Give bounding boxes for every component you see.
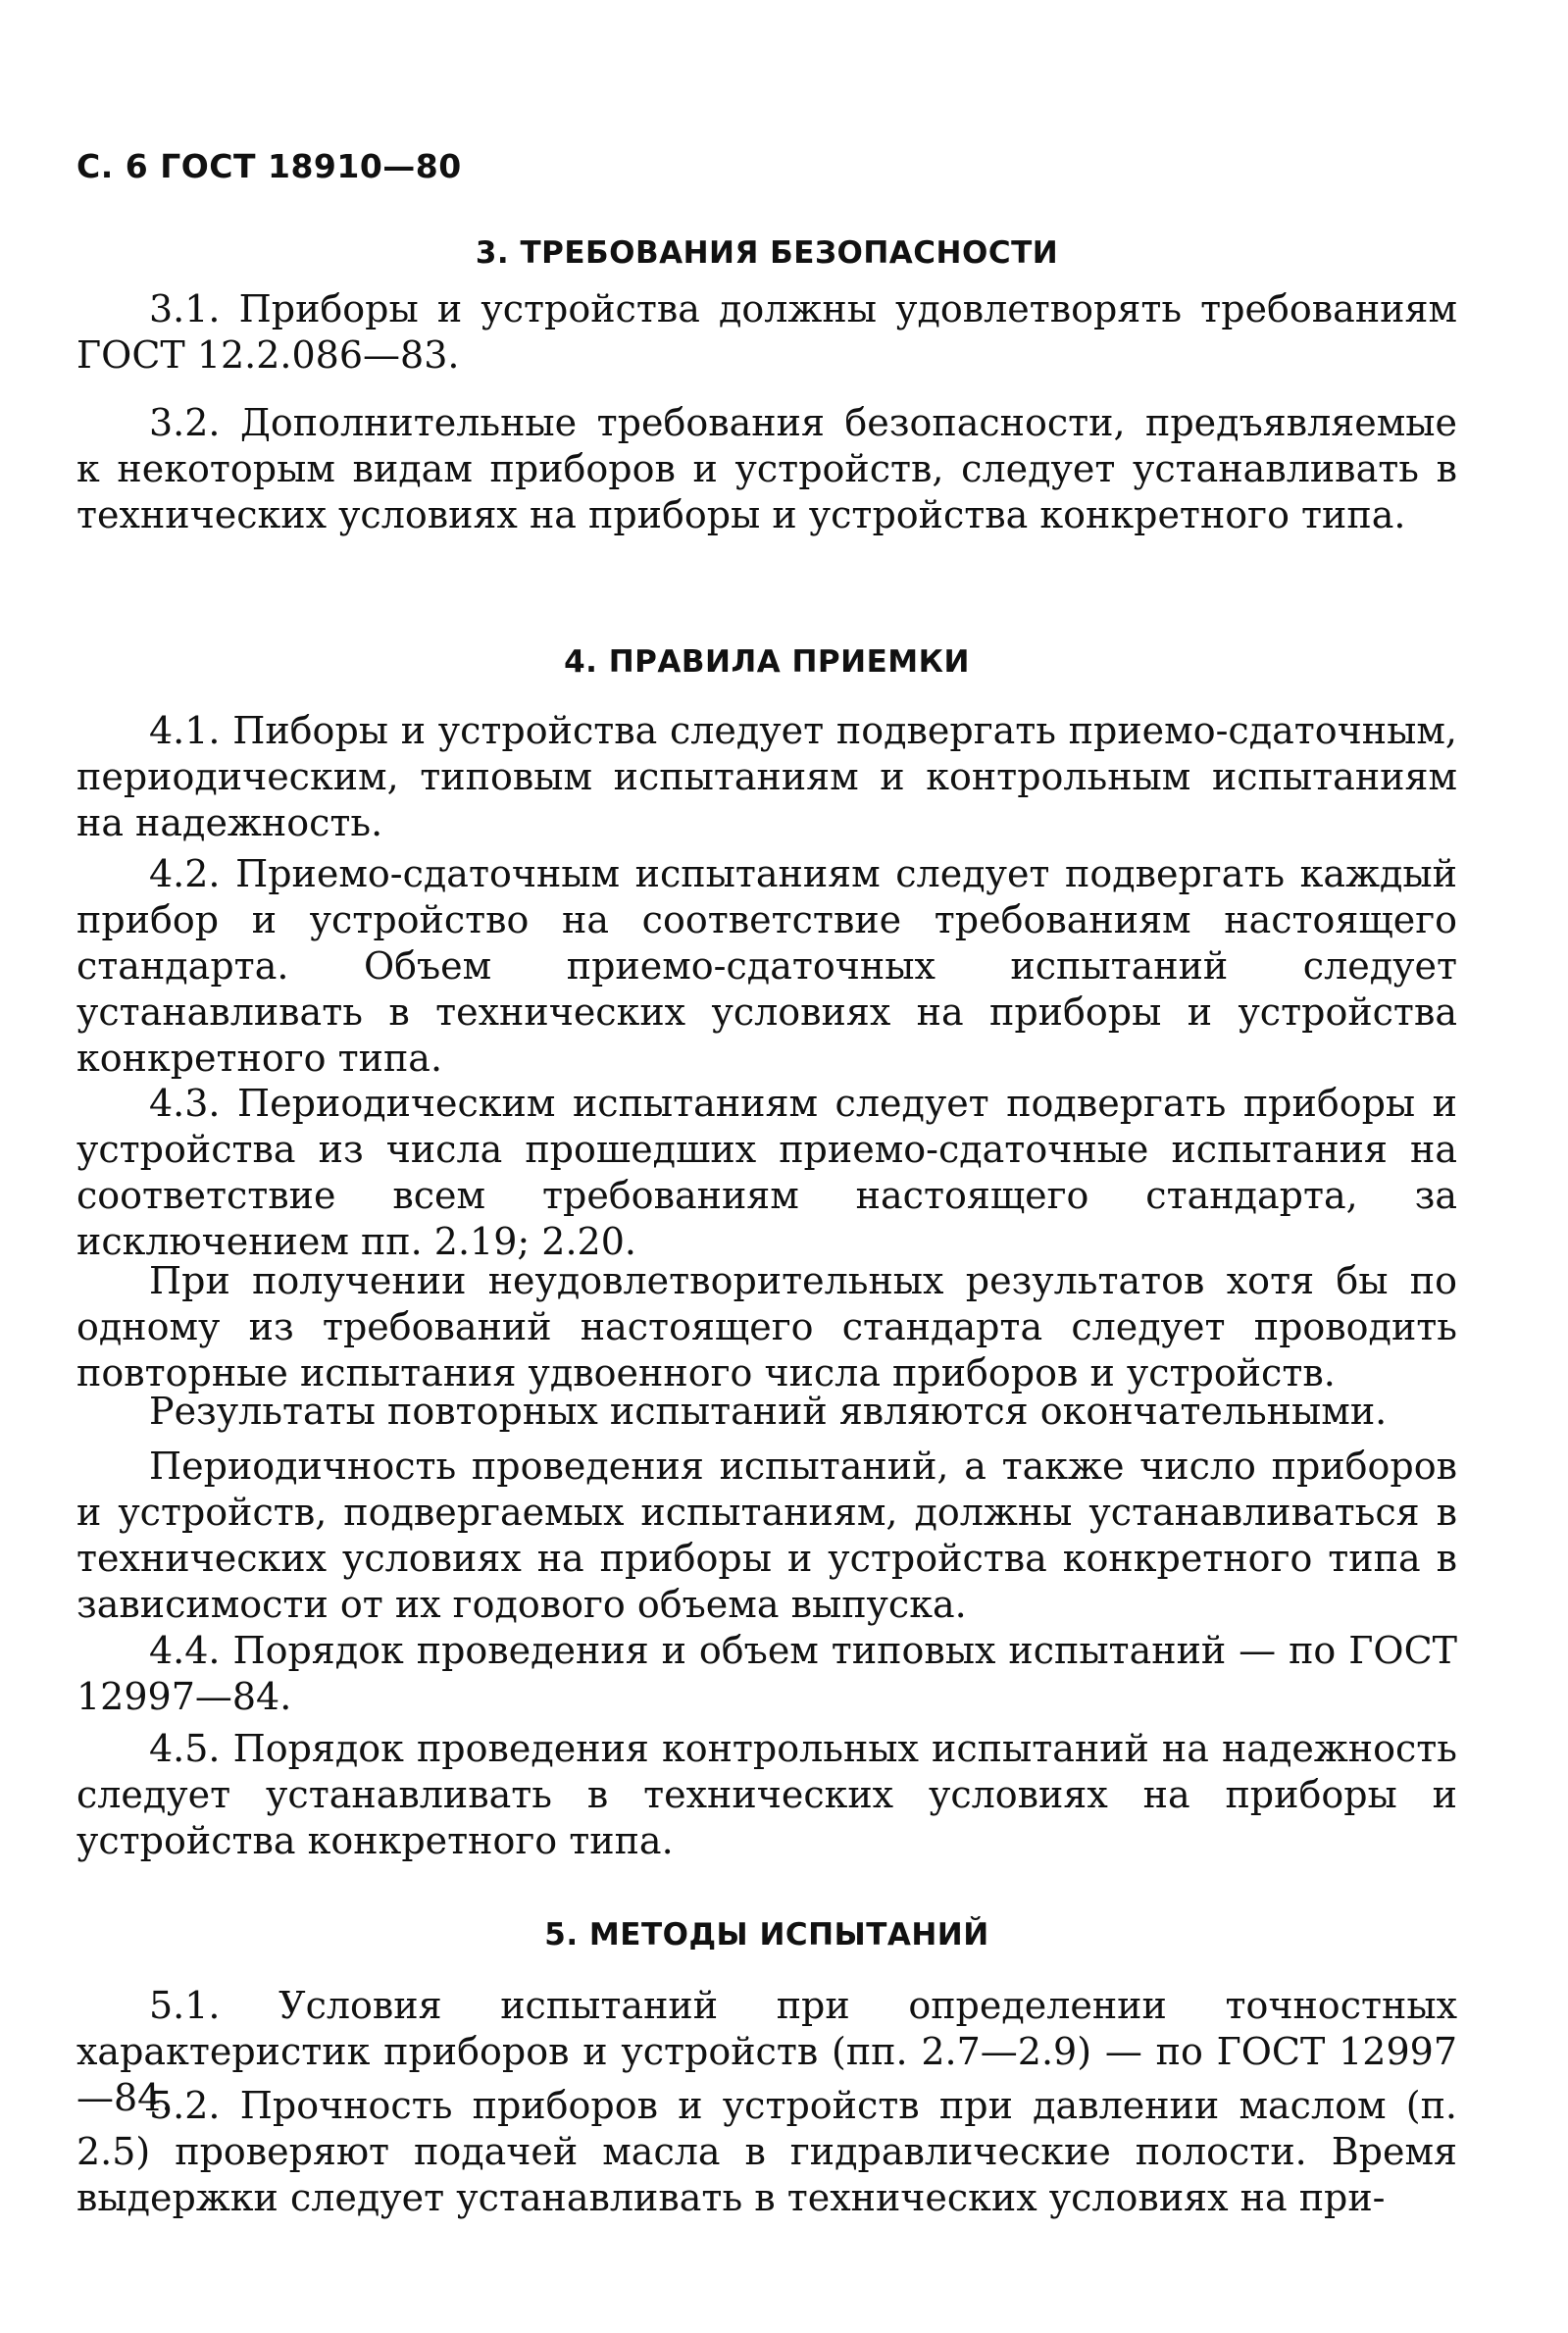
paragraph-3-2: 3.2. Дополнительные требования безопасности, предъявляемые к некоторым видам приборов и устройств, следует устанавливать в технических условиях на приборы и устройства конкретного типа. bbox=[76, 401, 1457, 536]
paragraph-4-4: 4.4. Порядок проведения и объем типовых испытаний — по ГОСТ 12997—84. bbox=[76, 1629, 1457, 1718]
section-heading-test-methods: 5. МЕТОДЫ ИСПЫТАНИЙ bbox=[544, 1917, 989, 1953]
paragraph-4-3-result: Результаты повторных испытаний являются окончательными. bbox=[149, 1390, 1388, 1433]
section-heading-safety: 3. ТРЕБОВАНИЯ БЕЗОПАСНОСТИ bbox=[475, 235, 1059, 271]
paragraph-4-5: 4.5. Порядок проведения контрольных испытаний на надежность следует устанавливать в технических условиях на приборы и устройства конкретного типа. bbox=[76, 1727, 1457, 1862]
paragraph-4-3: 4.3. Периодическим испытаниям следует подвергать приборы и устройства из числа прошедших приемо-сдаточные испытания на соответствие всем требованиям настоящего стандарта, за исключением пп. 2.19; 2.20. bbox=[76, 1082, 1457, 1263]
section-heading-acceptance: 4. ПРАВИЛА ПРИЕМКИ bbox=[564, 644, 970, 680]
paragraph-4-2: 4.2. Приемо-сдаточным испытаниям следует подвергать каждый прибор и устройство на соответствие требованиям настоящего стандарта. Объем приемо-сдаточных испытаний следует устанавливать в технических условиях на приборы и устройства конкретного типа. bbox=[76, 852, 1457, 1080]
page-header: С. 6 ГОСТ 18910—80 bbox=[76, 147, 462, 185]
paragraph-5-2: 5.2. Прочность приборов и устройств при давлении маслом (п. 2.5) проверяют подачей масла в гидравлические полости. Время выдержки следует устанавливать в технических условиях на при- bbox=[76, 2084, 1457, 2219]
paragraph-3-1: 3.1. Приборы и устройства должны удовлетворять требованиям ГОСТ 12.2.086—83. bbox=[76, 287, 1457, 377]
paragraph-4-3-repeat: При получении неудовлетворительных результатов хотя бы по одному из требований настоящего стандарта следует проводить повторные испытания удвоенного числа приборов и устройств. bbox=[76, 1259, 1457, 1395]
paragraph-4-1: 4.1. Пиборы и устройства следует подвергать приемо-сдаточным, периодическим, типовым испытаниям и контрольным испытаниям на надежность. bbox=[76, 709, 1457, 844]
paragraph-5-1: 5.1. Условия испытаний при определении точностных характеристик приборов и устройств (пп. 2.7—2.9) — по ГОСТ 12997—84. bbox=[76, 1984, 1457, 2119]
paragraph-4-3-periodicity: Периодичность проведения испытаний, а также число приборов и устройств, подвергаемых испытаниям, должны устанавливаться в технических условиях на приборы и устройства конкретного типа в зависимости от их годового объема выпуска. bbox=[76, 1445, 1457, 1626]
